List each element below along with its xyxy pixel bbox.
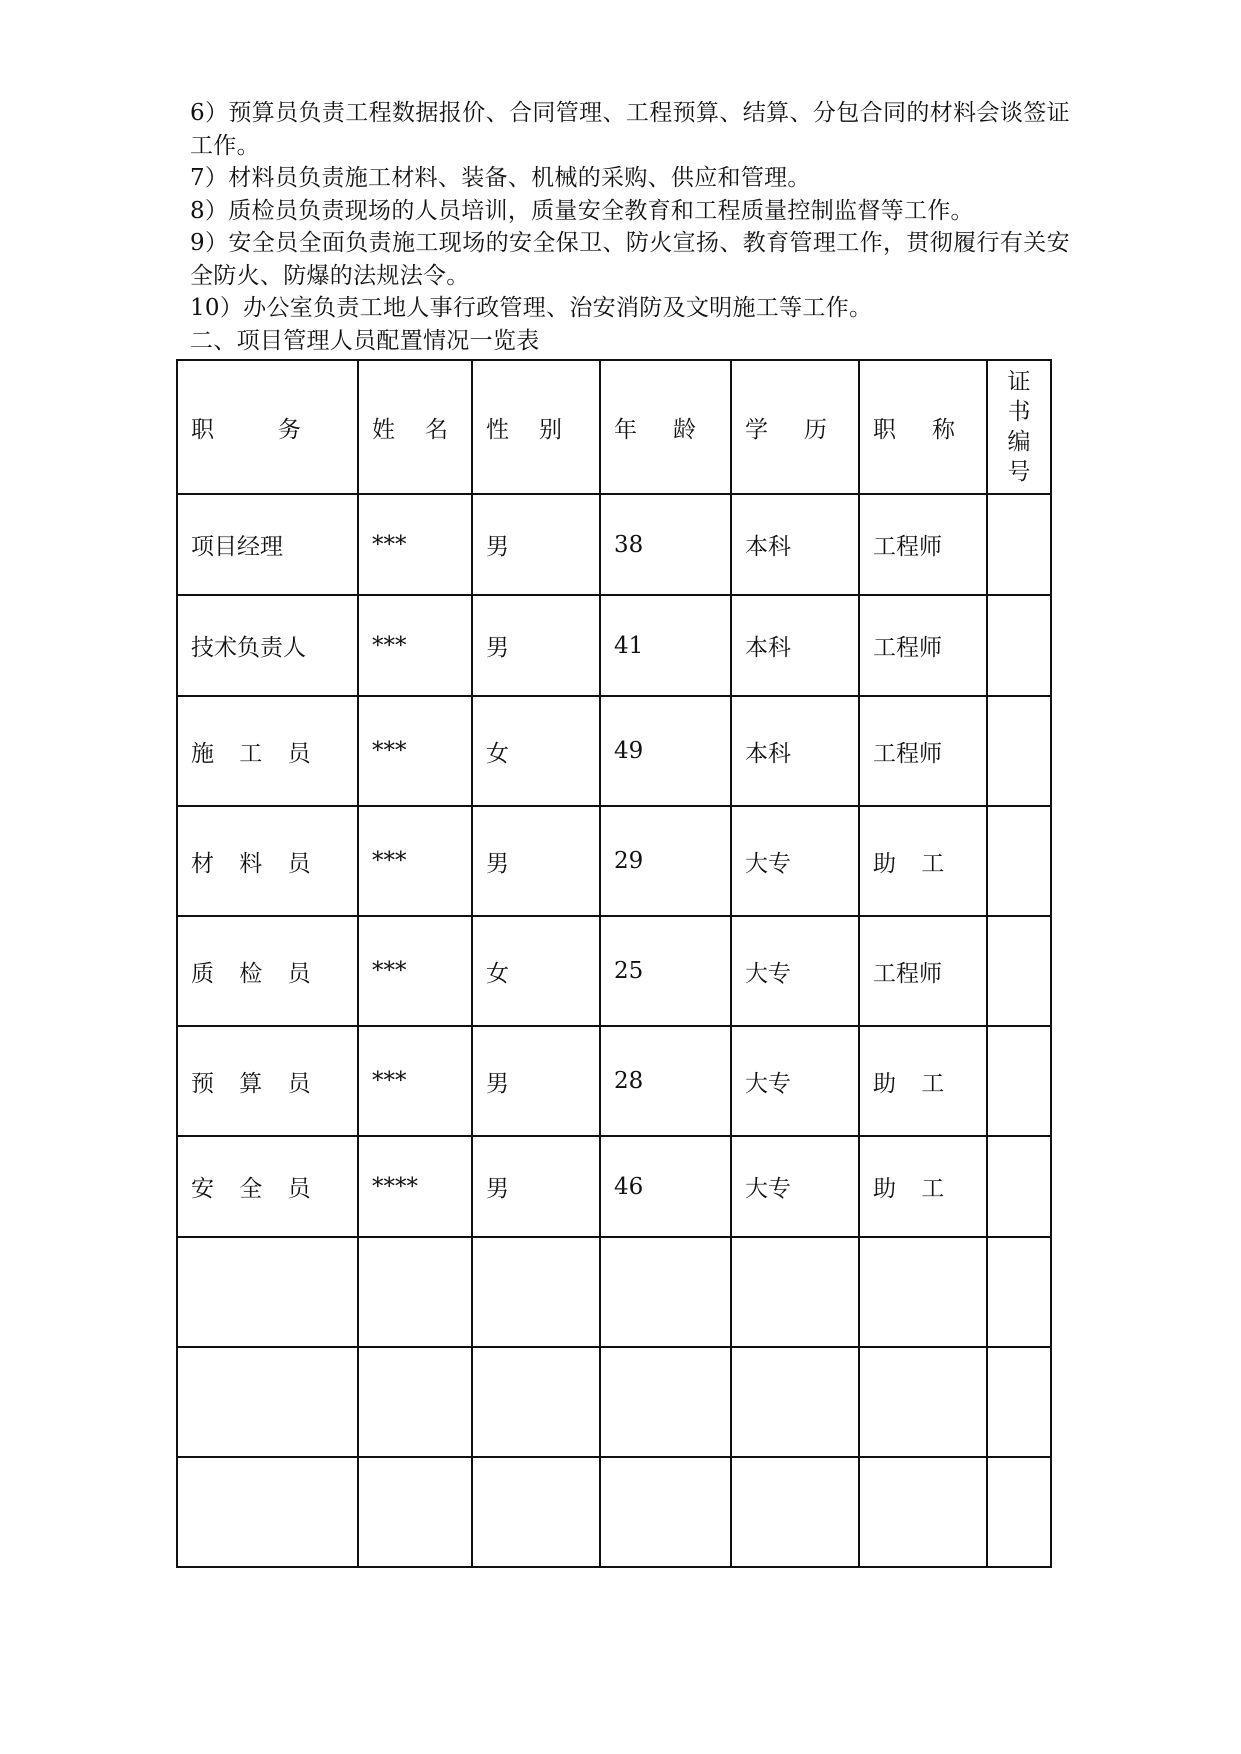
cell-title: 工程师 [859, 916, 987, 1026]
cell-certificate [987, 1457, 1051, 1567]
cell-certificate [987, 696, 1051, 806]
cell-position [177, 1237, 358, 1347]
cell-position: 施 工 员 [177, 696, 358, 806]
table-header-row [177, 360, 1051, 494]
cell-education: 本科 [731, 696, 859, 806]
cell-gender: 女 [472, 916, 600, 1026]
header-name: 姓 名 [358, 360, 472, 494]
cell-position: 质 检 员 [177, 916, 358, 1026]
cell-age: 25 [600, 916, 731, 1026]
paragraph-office: 10）办公室负责工地人事行政管理、治安消防及文明施工等工作。 [190, 295, 873, 321]
cell-education: 大专 [731, 1026, 859, 1136]
table-row-empty [177, 1237, 1051, 1347]
cell-certificate [987, 1136, 1051, 1237]
cell-position: 安 全 员 [177, 1136, 358, 1237]
table-row-empty [177, 1457, 1051, 1567]
cell-name: *** [358, 1026, 472, 1136]
cell-position: 项目经理 [177, 494, 358, 595]
cell-certificate [987, 1237, 1051, 1347]
cell-education [731, 1237, 859, 1347]
header-gender: 性 别 [472, 360, 600, 494]
cell-age: 28 [600, 1026, 731, 1136]
header-education: 学 历 [731, 360, 859, 494]
table-row [177, 1136, 1051, 1237]
cell-gender: 男 [472, 595, 600, 696]
cell-education: 本科 [731, 494, 859, 595]
body-text [190, 97, 1070, 357]
cell-gender [472, 1237, 600, 1347]
table-row [177, 1026, 1051, 1136]
cell-age: 38 [600, 494, 731, 595]
table-row [177, 806, 1051, 916]
cell-gender [472, 1457, 600, 1567]
cell-certificate [987, 494, 1051, 595]
table-row [177, 916, 1051, 1026]
cell-education [731, 1457, 859, 1567]
cell-gender: 女 [472, 696, 600, 806]
cell-age [600, 1237, 731, 1347]
cell-title: 工程师 [859, 595, 987, 696]
cell-name: *** [358, 494, 472, 595]
paragraph-safety-officer: 9）安全员全面负责施工现场的安全保卫、防火宣扬、教育管理工作，贯彻履行有关安全防火、防爆的法规法令。 [190, 230, 1070, 289]
cell-education [731, 1347, 859, 1457]
table-row [177, 494, 1051, 595]
cell-certificate [987, 1347, 1051, 1457]
cell-title: 助 工 [859, 806, 987, 916]
cell-gender: 男 [472, 1026, 600, 1136]
cell-position: 材 料 员 [177, 806, 358, 916]
cell-education: 本科 [731, 595, 859, 696]
paragraph-material-officer: 7）材料员负责施工材料、装备、机械的采购、供应和管理。 [190, 165, 811, 191]
header-title: 职 称 [859, 360, 987, 494]
cell-education: 大专 [731, 1136, 859, 1237]
cell-name [358, 1347, 472, 1457]
cell-title: 工程师 [859, 696, 987, 806]
paragraph-budget-officer: 6）预算员负责工程数据报价、合同管理、工程预算、结算、分包合同的材料会谈签证工作。 [190, 100, 1070, 159]
cell-title [859, 1457, 987, 1567]
cell-age: 41 [600, 595, 731, 696]
cell-age: 49 [600, 696, 731, 806]
cell-name: *** [358, 916, 472, 1026]
header-age: 年 龄 [600, 360, 731, 494]
cell-education: 大专 [731, 916, 859, 1026]
cell-certificate [987, 806, 1051, 916]
cell-name [358, 1457, 472, 1567]
cell-gender: 男 [472, 1136, 600, 1237]
cell-position: 预 算 员 [177, 1026, 358, 1136]
cell-certificate [987, 916, 1051, 1026]
cell-position [177, 1457, 358, 1567]
cell-gender [472, 1347, 600, 1457]
cell-position: 技术负责人 [177, 595, 358, 696]
cell-age: 29 [600, 806, 731, 916]
cell-title [859, 1347, 987, 1457]
cell-position [177, 1347, 358, 1457]
header-position: 职 务 [177, 360, 358, 494]
cell-name: *** [358, 806, 472, 916]
header-certificate: 证 书 编 号 [987, 360, 1051, 494]
table-row-empty [177, 1347, 1051, 1457]
cell-gender: 男 [472, 806, 600, 916]
staff-table [176, 359, 1052, 1568]
table-row [177, 696, 1051, 806]
cell-name [358, 1237, 472, 1347]
cell-name: **** [358, 1136, 472, 1237]
cell-title: 工程师 [859, 494, 987, 595]
section-heading: 二、项目管理人员配置情况一览表 [190, 327, 540, 354]
table-row [177, 595, 1051, 696]
cell-name: *** [358, 595, 472, 696]
paragraph-quality-inspector: 8）质检员负责现场的人员培训，质量安全教育和工程质量控制监督等工作。 [190, 197, 974, 224]
cell-name: *** [358, 696, 472, 806]
cell-certificate [987, 1026, 1051, 1136]
cell-title: 助 工 [859, 1136, 987, 1237]
cell-age [600, 1347, 731, 1457]
cell-title: 助 工 [859, 1026, 987, 1136]
cell-title [859, 1237, 987, 1347]
cell-gender: 男 [472, 494, 600, 595]
cell-education: 大专 [731, 806, 859, 916]
cell-certificate [987, 595, 1051, 696]
cell-age [600, 1457, 731, 1567]
cell-age: 46 [600, 1136, 731, 1237]
